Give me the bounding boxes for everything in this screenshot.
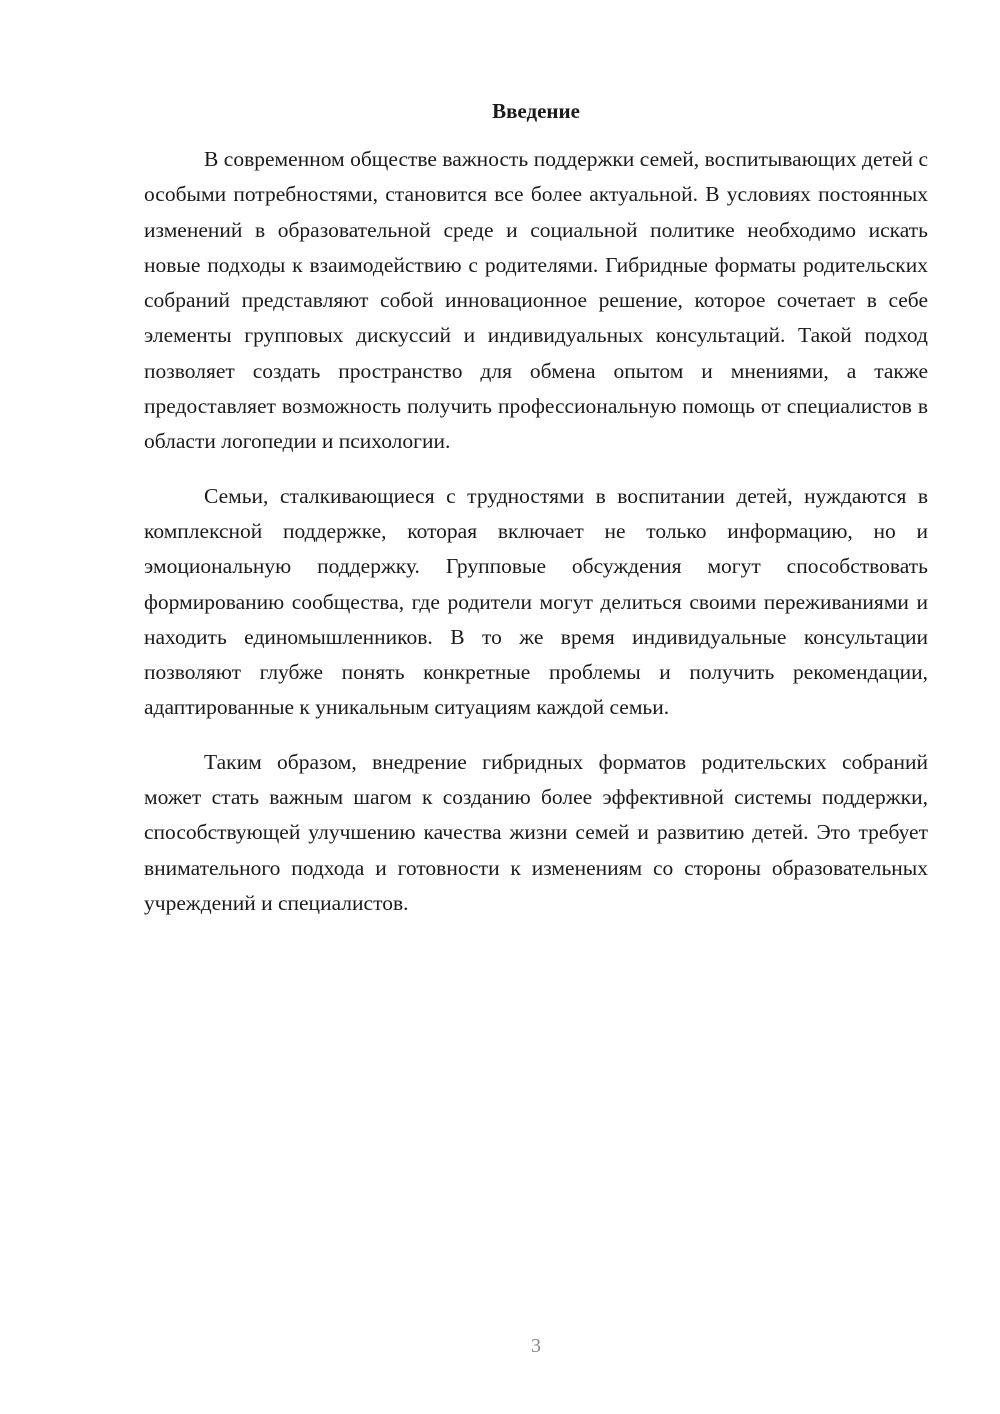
body-text bbox=[144, 142, 928, 921]
paragraph-3: Таким образом, внедрение гибридных форматов родительских собраний может стать важным шагом к созданию более эффективной системы поддержки, способствующей улучшению качества жизни семей и развитию детей. Это требует внимательного подхода и готовности к изменениям со стороны образовательных учреждений и специалистов. bbox=[144, 749, 928, 915]
paragraph-1: В современном обществе важность поддержки семей, воспитывающих детей с особыми потребностями, становится все более актуальной. В условиях постоянных изменений в образовательной среде и социальной политике необходимо искать новые подходы к взаимодействию с родителями. Гибридные форматы родительских собраний представляют собой инновационное решение, которое сочетает в себе элементы групповых дискуссий и индивидуальных консультаций. Такой подход позволяет создать пространство для обмена опытом и мнениями, а также предоставляет возможность получить профессиональную помощь от специалистов в области логопедии и психологии. bbox=[144, 147, 928, 454]
page-number: 3 bbox=[531, 1335, 541, 1357]
section-title: Введение bbox=[492, 99, 580, 123]
paragraph-2: Семьи, сталкивающиеся с трудностями в воспитании детей, нуждаются в комплексной поддержке, которая включает не только информацию, но и эмоциональную поддержку. Групповые обсуждения могут способствовать формированию сообщества, где родители могут делиться своими переживаниями и находить единомышленников. В то же время индивидуальные консультации позволяют глубже понять конкретные проблемы и получить рекомендации, адаптированные к уникальным ситуациям каждой семьи. bbox=[144, 483, 928, 720]
